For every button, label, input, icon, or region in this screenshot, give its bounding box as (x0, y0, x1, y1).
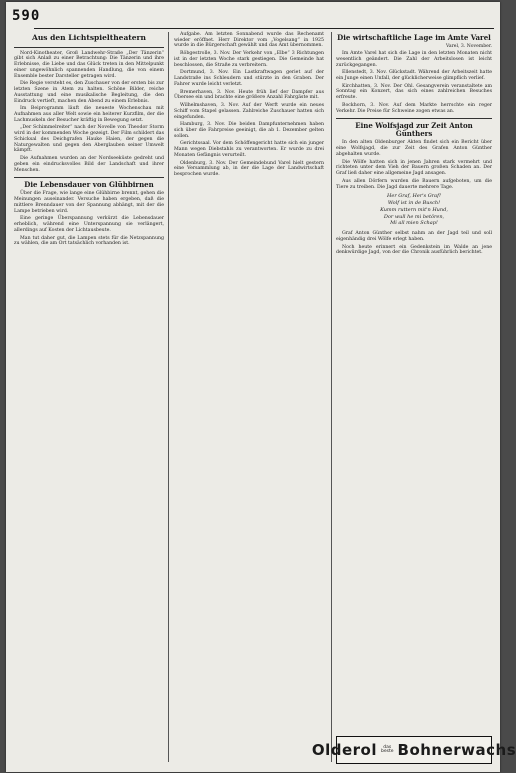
column-1 (14, 32, 164, 764)
article-paragraph: Oldenburg, 3. Nov. Der Gemeindebund Varel hielt gestern eine Versammlung ab, in der die Lage der Landwirtschaft besprochen wurde. (174, 160, 324, 178)
article-headline: Eine Wolfsjagd zur Zeit Anton Günthers (355, 121, 473, 139)
article-headline: Die wirtschaftliche Lage im Amte Varel (337, 33, 491, 42)
ad-brand: Olderol (311, 741, 377, 759)
article-paragraph: Die Regie versteht es, den Zuschauer von der ersten bis zur letzten Szene in Atem zu halten. Schöne Bilder, reiche Ausstattung und eine musikalische Begleitung, die den Eindruck vertieft, machen den Abend zu einem Erlebnis. (14, 81, 164, 104)
article-paragraph: Hamburg, 3. Nov. Die beiden Dampfunternehmen haben sich über die Fahrpreise geeinigt, die ab 1. Dezember gelten sollen. (174, 122, 324, 139)
advertisement-box (311, 736, 516, 764)
article-paragraph: Im Amte Varel hat sich die Lage in den letzten Monaten nicht wesentlich geändert. Die Zahl der Arbeitslosen ist leicht zurückgegangen. (336, 51, 492, 68)
ad-product: Bohnerwachs (397, 741, 516, 759)
article-paragraph: Aus allen Dörfern wurden die Bauern aufgeboten, um die Tiere zu treiben. Die Jagd dauerte mehrere Tage. (336, 178, 492, 190)
article-paragraph: Gerichtssaal. Vor dem Schöffengericht hatte sich ein junger Mann wegen Diebstahls zu verantworten. Er wurde zu drei Monaten Gefängnis verurteilt. (174, 141, 324, 158)
poem (336, 193, 492, 227)
column-3 (311, 32, 516, 764)
article-paragraph: Kirchhatten, 3. Nov. Der Ohl. Gesangverein veranstaltete am Sonntag ein Konzert, das sich eines zahlreichen Besuches erfreute. (336, 83, 492, 101)
poem-line: Her Graf, Her's Graf! (387, 193, 441, 200)
ad-tagline-bottom: beste (381, 749, 394, 754)
column-2 (174, 32, 324, 764)
article-paragraph: Im Beiprogramm läuft die neueste Wochenschau mit Aufnahmen aus aller Welt sowie ein heiterer Kurzfilm, der die Lachmuskeln der Besucher kräftig in Bewegung setzt. (14, 106, 164, 123)
article-paragraph: Eine geringe Überspannung verkürzt die Lebensdauer erheblich, während eine Unterspannung sie verlängert, allerdings auf Kosten der Lichtausbeute. (14, 216, 164, 233)
newspaper-page (6, 2, 516, 772)
divider (336, 118, 492, 119)
ad-tagline (381, 746, 394, 755)
column-divider (168, 32, 169, 762)
column-divider (331, 32, 332, 762)
article-paragraph: Bockhorn, 3. Nov. Auf dem Markte herrschte ein reger Verkehr. Die Preise für Schweine zogen etwas an. (336, 102, 492, 114)
article-paragraph: Die Wölfe hatten sich in jenen Jahren stark vermehrt und richteten unter dem Vieh der Bauern großen Schaden an. Der Graf ließ daher eine allgemeine Jagd ansagen. (336, 159, 492, 177)
poem-line: Dor wull he mi betören, (383, 213, 445, 220)
article-paragraph: Röbgestrolle, 3. Nov. Der Verkehr von „Elbe“ 3 Richtungen ist in der letzten Woche stark gestiegen. Die Gemeinde hat beschlossen, die Straße zu verbreitern. (174, 51, 324, 68)
poem-line: Wolf ist in de Busch! (387, 200, 441, 207)
article-paragraph: Über die Frage, wie lange eine Glühbirne brennt, gehen die Meinungen auseinander. Versuche haben ergeben, daß die mittlere Brenndauer von der Spannung abhängt, mit der die Lampe betrieben wird. (14, 191, 164, 214)
article-paragraph: Die Aufnahmen wurden an der Nordseeküste gedreht und geben ein eindrucksvolles Bild der Landschaft und ihrer Menschen. (14, 156, 164, 173)
article-paragraph: In den alten Oldenburger Akten findet sich ein Bericht über eine Wolfsjagd, die zur Zeit des Grafen Anton Günther abgehalten wurde. (336, 140, 492, 157)
article-paragraph: Nord-Kinotheater, Groß Landwehr-Straße „Der Tänzerin“ gibt sich Anlaß zu einer Betrachtung: Die Tänzerin und ihre Erlebnisse, die Liebe und das Glück treten in den Mittelpunkt einer ungewöhnlich spannenden Handlung, die von einem Ensemble bester Darsteller getragen wird. (14, 50, 164, 79)
article-paragraph: Aufgabe. Am letzten Sonnabend wurde das Rechenamt wieder eröffnet. Herr Direktor vom „Vogelsang“ in 1925 wurde in die Bürgerschaft gewählt und das Amt übernommen. (174, 32, 324, 49)
poem-line: Mi all mien Schap! (390, 220, 438, 227)
article-headline: Die Lebensdauer von Glühbirnen (24, 180, 154, 190)
article-paragraph: Graf Anton Günther selbst nahm an der Jagd teil und soll eigenhändig drei Wölfe erlegt haben. (336, 231, 492, 242)
article-headline: Aus den Lichtspieltheatern (32, 33, 146, 42)
article-paragraph: Man tut daher gut, die Lampen stets für die Netzspannung zu wählen, die am Ort tatsächlich vorhanden ist. (14, 235, 164, 247)
divider (14, 47, 164, 48)
dateline: Varel, 3. November. (445, 44, 492, 50)
article-paragraph: „Der Schimmelreiter“ nach der Novelle von Theodor Storm wird in der kommenden Woche gezeigt. Der Film schildert das Schicksal des Deichgrafen Hauke Haien, der gegen die Naturgewalten und gegen den Aberglauben seiner Umwelt kämpft. (14, 125, 164, 154)
page-number: 590 (12, 8, 41, 24)
poem-line: Kumm ruttern mit'n Hund, (380, 206, 448, 213)
article-paragraph: Ellenstedt, 3. Nov. Glückstadt. Während der Arbeitszeit hatte ein Junge einen Unfall, der glücklicherweise glimpflich verlief. (336, 70, 492, 81)
article-paragraph: Noch heute erinnert ein Gedenkstein im Walde an jene denkwürdige Jagd, von der die Chronik ausführlich berichtet. (336, 244, 492, 256)
divider (14, 177, 164, 178)
top-rule (34, 28, 494, 29)
article-paragraph: Wilhelmshaven, 3. Nov. Auf der Werft wurde ein neues Schiff vom Stapel gelassen. Zahlreiche Zuschauer hatten sich eingefunden. (174, 103, 324, 120)
ad-tagline-top: das (383, 744, 392, 750)
article-paragraph: Dortmund, 3. Nov. Ein Lastkraftwagen geriet auf der Landstraße ins Schleudern und stürzte in den Graben. Der Fahrer wurde leicht verletzt. (174, 70, 324, 87)
article-paragraph: Bremerhaven, 3. Nov. Heute früh lief der Dampfer aus Übersee ein und brachte eine größere Anzahl Fahrgäste mit. (174, 89, 324, 101)
